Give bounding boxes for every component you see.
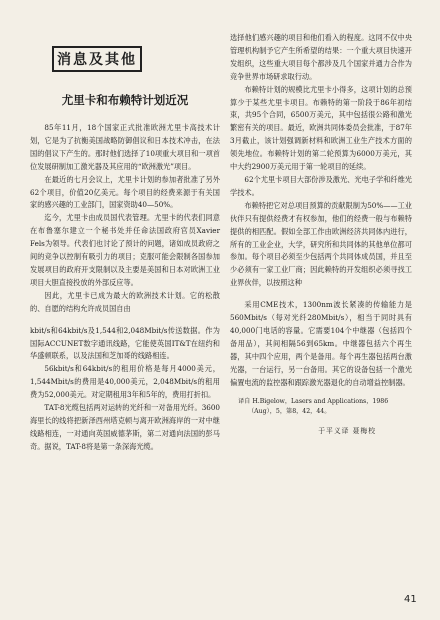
paragraph: 在最近的七月会议上，尤里卡计划的参加者批准了另外62个项目，价值20亿美元。每个项目的经费来源于有关国家的感兴趣的工业部门，国家资助40—50%。 — [30, 174, 220, 210]
right-column — [230, 32, 412, 435]
paragraph: 采用CME技术，1300nm波长紧凑的传输能力是560Mbit/s（每对光纤280Mbit/s），相当于同时具有40,000门电话的容量。它需要104个中继器（包括四个备用品），其间相隔56到65km。中继器包括六个再生器，其中四个应用，两个是备用。每个再生器包括两台激光器，一台运行，另一台备用。其它的设备包括一个激光偏置电流的监控器和跟踪激光器退化的自动增益控制器。 — [230, 300, 412, 387]
paragraph: kbit/s和64kbit/s及1,544和2,048Mbit/s传送数据。作为国际ACCUNET数字通讯线路，它能使英国IT&T在纽约和华盛顿联系，以及法国和芝加哥的线路相连。 — [30, 325, 220, 361]
paragraph: 62个尤里卡项目大部份涉及激光、光电子学和纤维光学技术。 — [230, 174, 412, 197]
paragraph: 选择他们感兴趣的项目和他们看入的程度。这同不仅中央管理机构制予它产生所希望的结果：一个重大项目快速开发组织，这些重大项目每个都涉及几个国家并通力合作为竞争世界市场研求取行动。 — [230, 33, 412, 81]
section-label: 消息及其他 — [57, 52, 137, 68]
paragraph: 布赖特把它对总项目预算的贡献限制为50%——工业伙伴只有提供经费才有权参加，他们的经费一般与布赖特提供的相匹配。假如全部工作由欧洲经济共同体内进行，所有的工业企业，大学，研究所和共同体的其他单位都可参加。每个项目必须至少包括两个共同体成员国，并且至少必须有一家工业厂商；因此赖特的开发组织必须寻找工业界伙伴，以按照这种 — [230, 200, 412, 288]
paragraph: 布赖特计划的规模比尤里卡小得多，这项计划的总预算少于某些尤里卡项目。布赖特的第一阶段于86年初结束，共95个合同，6500万美元，其中包括很公路和激光繁密有关的项目。最近，欧洲共同体委员会批准，于87年3月截止，该计划强调新材料和欧洲工业生产技术方面的领先地位。布赖特计划的第二轮预算为6000万美元，其中大约2900万美元用于第一轮项目的延续。 — [230, 84, 412, 172]
paragraph: 56kbit/s和64kbit/s的租用价格是每月4000美元，1,544Mbit/s的费用是40,000美元，2,048Mbit/s的租用费为52,000美元。对定期租用3年和5年的，费用打折扣。 — [30, 364, 220, 400]
paragraph: 因此，尤里卡已成为最大的欧洲技术计划。它的松散的、自愿的结构允许成员国自由 — [30, 290, 220, 313]
paragraph: TAT-8光缆包括两对运转的光纤和一对备用光纤。3600海里长的线将把新泽西州塔克顿与离开欧洲海岸的一对中继线路相连，一对通向英国威德茅斯，第二对通向法国的彭马奇。据说，TAT-8将是第一条深海光缆。 — [30, 403, 220, 451]
page-number: 41 — [404, 594, 417, 605]
article-title: 尤里卡和布赖特计划近况 — [61, 93, 189, 107]
reference-citation: 译自 H.Bigelow，Lasers and Applications，1986（Aug），5，第8，42，44。 — [238, 398, 389, 416]
left-column — [30, 86, 220, 454]
paragraph: 迄今，尤里卡由成员国代表管理。尤里卡的代表们同意在布鲁塞尔建立一个秘书处并任命法国政府官员Xavier Fels为领导。代表们也讨论了预计的问题，诸如成员政府之间的竞争以控制有吸引力的项目；克服可能会限制各国参加发展项目的政府开支限制以及主要是美国和日本对欧洲工业项目大胆直接投放的外部反应等。 — [30, 213, 220, 287]
translator-credit: 于平义译 聂梅校 — [318, 427, 376, 436]
paragraph: 85年11月，18个国家正式批准欧洲尤里卡高技术计划，它是为了抗衡美国战略防御倡议和日本技术冲击，在法国的倡议下产生的。那时他们选择了10项重大项目和一项首位发展研制加工激光器及其应用的“欧洲激光”项目。 — [30, 123, 220, 171]
section-header-box — [52, 46, 142, 72]
